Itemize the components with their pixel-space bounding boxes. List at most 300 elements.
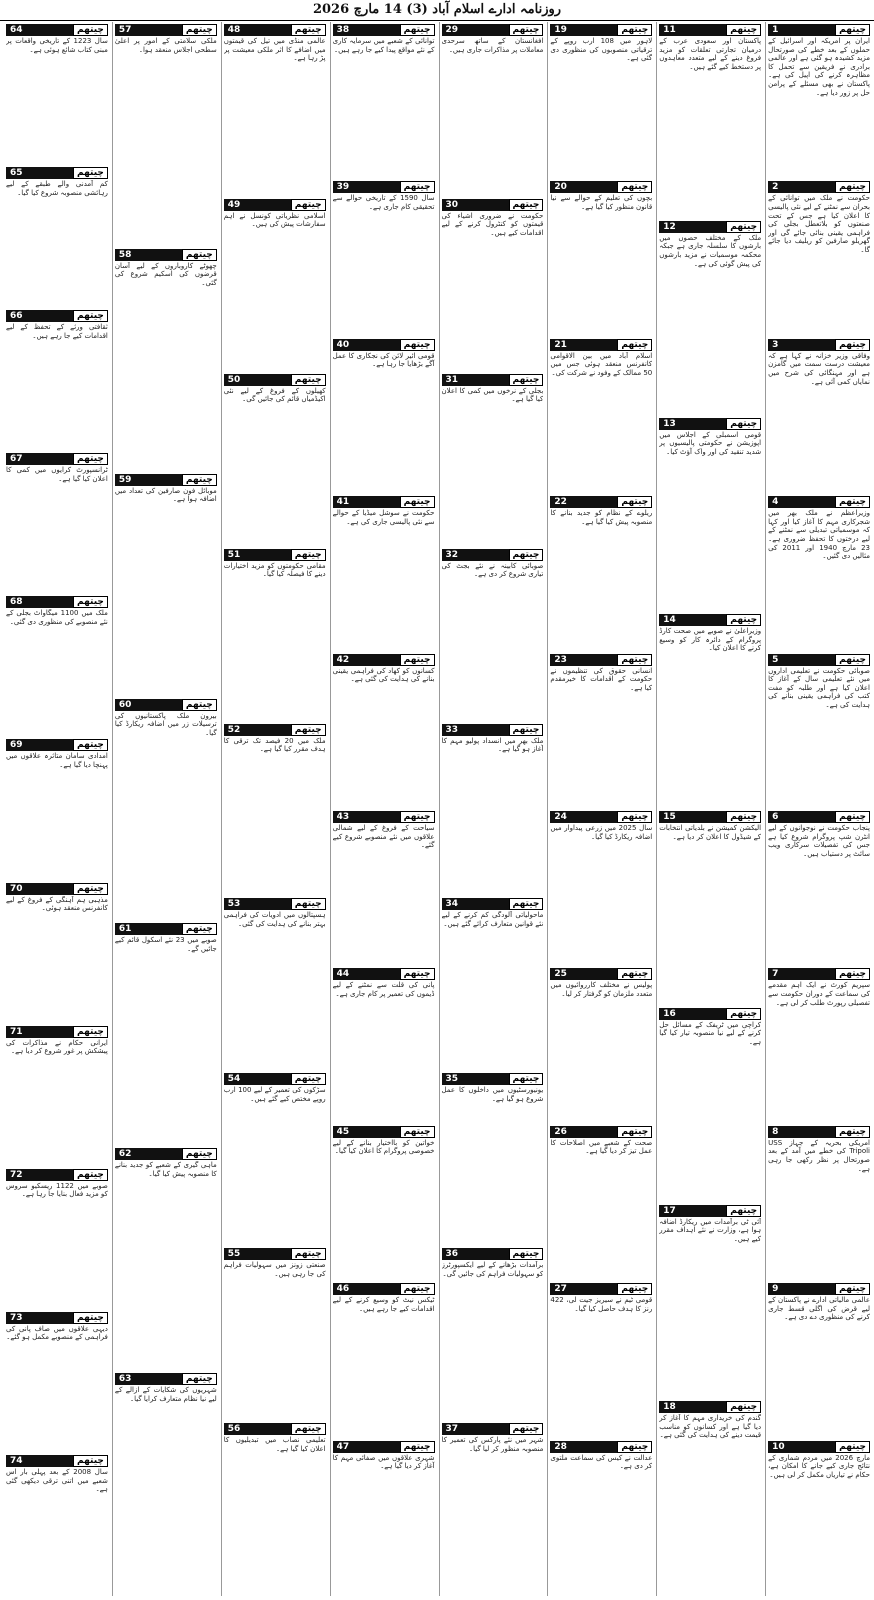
item-text: اسلام آباد میں بین الاقوامی کانفرنس منعقد ہوئی جس میں 50 ممالک کے وفود نے شرکت کی۔ xyxy=(550,351,653,377)
section-label: چیتھم xyxy=(617,339,652,351)
section-label: چیتھم xyxy=(182,923,217,935)
item-text: شہری علاقوں میں صفائی مہم کا آغاز کر دیا گیا ہے۔ xyxy=(332,1453,435,1471)
header-bar xyxy=(353,339,400,351)
item-header xyxy=(115,1373,217,1385)
item-number: 16 xyxy=(659,1008,680,1020)
item-header xyxy=(768,654,870,666)
news-item xyxy=(768,1439,870,1596)
item-text: صحت کے شعبے میں اصلاحات کا عمل تیز کر دیا گیا ہے۔ xyxy=(550,1138,653,1156)
item-header xyxy=(550,1441,652,1453)
item-text: توانائی کے شعبے میں سرمایہ کاری کے نئے مواقع پیدا کیے جا رہے ہیں۔ xyxy=(332,37,435,54)
item-number: 14 xyxy=(659,614,680,626)
news-item xyxy=(442,22,544,197)
item-header xyxy=(768,496,870,508)
item-number: 17 xyxy=(659,1205,680,1217)
item-text: حکومت نے ضروری اشیاء کی قیمتوں کو کنٹرول کرنے کے لیے اقدامات کیے ہیں۔ xyxy=(441,211,544,238)
item-text: بچوں کی تعلیم کے حوالے سے نیا قانون منظور کیا گیا ہے۔ xyxy=(550,194,653,211)
section-label: چیتھم xyxy=(291,24,326,36)
section-label: چیتھم xyxy=(400,654,435,666)
item-number: 66 xyxy=(6,310,27,322)
header-bar xyxy=(353,181,400,193)
section-label: چیتھم xyxy=(835,24,870,36)
news-item xyxy=(333,22,435,179)
section-label: چیتھم xyxy=(509,1423,544,1435)
section-label: چیتھم xyxy=(291,374,326,386)
section-label: چیتھم xyxy=(400,811,435,823)
item-header xyxy=(768,1441,870,1453)
header-bar xyxy=(571,1126,618,1138)
item-number: 22 xyxy=(550,496,571,508)
news-item xyxy=(333,652,435,809)
item-header xyxy=(333,339,435,351)
header-bar xyxy=(353,496,400,508)
section-label: چیتھم xyxy=(835,1126,870,1138)
item-number: 61 xyxy=(115,923,136,935)
news-item xyxy=(6,1167,108,1310)
item-text: عالمی مالیاتی ادارے نے پاکستان کے لیے قرض کی اگلی قسط جاری کرنے کی منظوری دے دی ہے۔ xyxy=(768,1296,870,1322)
item-number: 58 xyxy=(115,249,136,261)
section-label: چیتھم xyxy=(835,181,870,193)
news-item xyxy=(442,1071,544,1246)
header-bar xyxy=(571,811,618,823)
item-header xyxy=(550,968,652,980)
item-text: آئی ٹی برآمدات میں ریکارڈ اضافہ ہوا ہے، وزارت نے نئے اہداف مقرر کیے ہیں۔ xyxy=(659,1217,762,1243)
header-bar xyxy=(135,24,182,36)
item-number: 8 xyxy=(768,1126,782,1138)
item-header xyxy=(442,549,544,561)
news-item xyxy=(6,594,108,737)
item-text: مقامی حکومتوں کو مزید اختیارات دینے کا فیصلہ کیا گیا۔ xyxy=(223,561,326,579)
item-text: افغانستان کے ساتھ سرحدی معاملات پر مذاکرات جاری ہیں۔ xyxy=(441,37,544,54)
item-text: عالمی منڈی میں تیل کی قیمتوں میں اضافے کا اثر ملکی معیشت پر پڑ رہا ہے۔ xyxy=(223,37,326,63)
item-header xyxy=(442,724,544,736)
section-label: چیتھم xyxy=(726,811,761,823)
item-text: صوبے میں 23 نئے اسکول قائم کیے جائیں گے۔ xyxy=(114,936,217,954)
section-label: چیتھم xyxy=(73,596,108,608)
news-item xyxy=(224,896,326,1071)
item-number: 44 xyxy=(333,968,354,980)
item-header xyxy=(333,1283,435,1295)
news-item xyxy=(550,1124,652,1281)
section-label: چیتھم xyxy=(835,654,870,666)
columns-container xyxy=(4,22,870,1596)
header-bar xyxy=(27,310,74,322)
header-bar xyxy=(244,549,291,561)
section-label: چیتھم xyxy=(73,453,108,465)
section-label: چیتھم xyxy=(509,374,544,386)
section-label: چیتھم xyxy=(73,1312,108,1324)
section-label: چیتھم xyxy=(182,1373,217,1385)
item-header xyxy=(333,1441,435,1453)
header-bar xyxy=(680,1008,727,1020)
item-header xyxy=(224,549,326,561)
item-text: سڑکوں کی تعمیر کے لیے 100 ارب روپے مختص کیے گئے ہیں۔ xyxy=(223,1086,326,1103)
item-header xyxy=(6,1455,108,1467)
header-bar xyxy=(244,1423,291,1435)
section-label: چیتھم xyxy=(73,310,108,322)
item-header xyxy=(6,453,108,465)
header-bar xyxy=(27,1169,74,1181)
item-number: 4 xyxy=(768,496,782,508)
section-label: چیتھم xyxy=(509,1248,544,1260)
item-text: الیکشن کمیشن نے بلدیاتی انتخابات کے شیڈول کا اعلان کر دیا ہے۔ xyxy=(659,824,762,841)
header-bar xyxy=(353,811,400,823)
header-bar xyxy=(244,199,291,211)
item-text: سیاحت کے فروغ کے لیے شمالی علاقوں میں نئے منصوبے شروع کیے گئے۔ xyxy=(332,824,435,850)
item-text: یونیورسٹیوں میں داخلوں کا عمل شروع ہو گیا ہے۔ xyxy=(441,1086,544,1103)
item-header xyxy=(659,614,761,626)
header-bar xyxy=(462,1073,509,1085)
section-label: چیتھم xyxy=(726,418,761,430)
section-label: چیتھم xyxy=(617,496,652,508)
item-header xyxy=(442,898,544,910)
section-label: چیتھم xyxy=(400,339,435,351)
item-number: 64 xyxy=(6,24,27,36)
section-label: چیتھم xyxy=(617,181,652,193)
item-text: ملک بھر میں انسداد پولیو مہم کا آغاز ہو گیا ہے۔ xyxy=(441,736,544,754)
news-item xyxy=(442,722,544,897)
item-header xyxy=(768,1283,870,1295)
item-number: 7 xyxy=(768,968,782,980)
item-number: 34 xyxy=(442,898,463,910)
item-header xyxy=(6,167,108,179)
item-text: کسانوں کو کھاد کی فراہمی یقینی بنانے کی ہدایت کی گئی ہے۔ xyxy=(332,666,435,684)
item-header xyxy=(333,496,435,508)
item-header xyxy=(768,1126,870,1138)
item-text: ماہی گیری کے شعبے کو جدید بنانے کا منصوبہ پیش کیا گیا۔ xyxy=(114,1161,217,1178)
header-bar xyxy=(680,24,727,36)
header-bar xyxy=(27,739,74,751)
news-item xyxy=(115,22,217,247)
header-bar xyxy=(27,24,74,36)
item-text: امدادی سامان متاثرہ علاقوں میں پہنچا دیا گیا ہے۔ xyxy=(6,752,108,770)
section-label: چیتھم xyxy=(726,221,761,233)
news-item xyxy=(550,1439,652,1596)
news-column xyxy=(221,22,326,1596)
item-number: 42 xyxy=(333,654,354,666)
section-label: چیتھم xyxy=(617,811,652,823)
item-number: 19 xyxy=(550,24,571,36)
section-label: چیتھم xyxy=(73,167,108,179)
item-number: 49 xyxy=(224,199,245,211)
header-bar xyxy=(782,24,835,36)
header-bar xyxy=(244,1248,291,1260)
section-label: چیتھم xyxy=(835,339,870,351)
item-text: پولیس نے مختلف کارروائیوں میں متعدد ملزمان کو گرفتار کر لیا۔ xyxy=(550,981,653,999)
item-header xyxy=(115,699,217,711)
item-number: 68 xyxy=(6,596,27,608)
section-label: چیتھم xyxy=(726,1205,761,1217)
section-label: چیتھم xyxy=(182,24,217,36)
news-item xyxy=(6,308,108,451)
news-item xyxy=(768,1281,870,1438)
item-header xyxy=(768,181,870,193)
item-header xyxy=(6,24,108,36)
item-header xyxy=(224,898,326,910)
news-item xyxy=(115,247,217,472)
news-column xyxy=(439,22,544,1596)
section-label: چیتھم xyxy=(400,1441,435,1453)
item-text: خواتین کو بااختیار بنانے کے لیے خصوصی پروگرام کا اعلان کیا گیا۔ xyxy=(332,1138,435,1156)
item-header xyxy=(224,1073,326,1085)
item-text: پنجاب حکومت نے نوجوانوں کے لیے انٹرن شپ پروگرام شروع کیا ہے جس کی تفصیلات سرکاری ویب سائٹ پر دستیاب ہیں۔ xyxy=(768,824,870,858)
section-label: چیتھم xyxy=(617,1441,652,1453)
news-column xyxy=(765,22,870,1596)
news-item xyxy=(768,809,870,966)
item-text: تعلیمی نصاب میں تبدیلیوں کا اعلان کیا گیا ہے۔ xyxy=(223,1436,326,1453)
news-item xyxy=(768,179,870,336)
item-number: 50 xyxy=(224,374,245,386)
section-label: چیتھم xyxy=(73,883,108,895)
item-header xyxy=(6,1169,108,1181)
item-text: صنعتی زونز میں سہولیات فراہم کی جا رہی ہیں۔ xyxy=(223,1261,326,1278)
news-item xyxy=(768,22,870,179)
section-label: چیتھم xyxy=(400,496,435,508)
item-header xyxy=(224,374,326,386)
header-bar xyxy=(462,724,509,736)
header-bar xyxy=(27,1312,74,1324)
item-header xyxy=(442,1423,544,1435)
item-number: 73 xyxy=(6,1312,27,1324)
section-label: چیتھم xyxy=(509,724,544,736)
section-label: چیتھم xyxy=(400,181,435,193)
item-text: عدالت نے کیس کی سماعت ملتوی کر دی ہے۔ xyxy=(550,1453,653,1471)
item-header xyxy=(6,1312,108,1324)
news-item xyxy=(6,451,108,594)
item-header xyxy=(442,1248,544,1260)
section-label: چیتھم xyxy=(509,1073,544,1085)
section-label: چیتھم xyxy=(509,24,544,36)
item-text: سال 2025 میں زرعی پیداوار میں اضافہ ریکارڈ کیا گیا۔ xyxy=(550,824,653,841)
item-number: 51 xyxy=(224,549,245,561)
header-bar xyxy=(244,1073,291,1085)
section-label: چیتھم xyxy=(726,1401,761,1413)
header-bar xyxy=(462,1248,509,1260)
item-header xyxy=(768,24,870,36)
header-bar xyxy=(244,898,291,910)
item-header xyxy=(333,1126,435,1138)
header-bar xyxy=(571,654,618,666)
item-number: 31 xyxy=(442,374,463,386)
item-number: 21 xyxy=(550,339,571,351)
item-number: 9 xyxy=(768,1283,782,1295)
section-label: چیتھم xyxy=(400,968,435,980)
item-number: 52 xyxy=(224,724,245,736)
item-text: موبائل فون صارفین کی تعداد میں اضافہ ہوا ہے۔ xyxy=(114,486,217,504)
news-item xyxy=(224,372,326,547)
item-number: 45 xyxy=(333,1126,354,1138)
item-header xyxy=(115,923,217,935)
section-label: چیتھم xyxy=(291,1073,326,1085)
header-bar xyxy=(680,1401,727,1413)
item-number: 70 xyxy=(6,883,27,895)
item-text: سپریم کورٹ نے ایک اہم مقدمے کی سماعت کے دوران حکومت سے تفصیلی رپورٹ طلب کر لی ہے۔ xyxy=(768,981,870,1007)
item-text: قومی ٹیم نے سیریز جیت لی، 422 رنز کا ہدف حاصل کیا گیا۔ xyxy=(550,1296,653,1313)
item-text: صوبائی حکومت نے تعلیمی اداروں میں نئے تعلیمی سال کے آغاز کا اعلان کیا ہے اور طلبہ کو مفت کتب کی فراہمی یقینی بنانے کی ہدایت کی ہے۔ xyxy=(768,666,870,709)
header-bar xyxy=(782,496,835,508)
news-item xyxy=(550,179,652,336)
item-header xyxy=(442,374,544,386)
item-number: 27 xyxy=(550,1283,571,1295)
news-item xyxy=(333,809,435,966)
header-bar xyxy=(353,968,400,980)
news-item xyxy=(333,494,435,651)
item-text: ملک میں 1100 میگاواٹ بجلی کے نئے منصوبے کی منظوری دی گئی۔ xyxy=(6,609,108,626)
section-label: چیتھم xyxy=(617,1126,652,1138)
news-item xyxy=(6,165,108,308)
news-item xyxy=(224,1246,326,1421)
item-text: ٹیکس نیٹ کو وسیع کرنے کے لیے اقدامات کیے جا رہے ہیں۔ xyxy=(332,1296,435,1313)
item-text: قومی اسمبلی کے اجلاس میں اپوزیشن نے حکومتی پالیسیوں پر شدید تنقید کی اور واک آؤٹ کیا۔ xyxy=(659,430,762,456)
item-header xyxy=(6,596,108,608)
item-header xyxy=(224,1423,326,1435)
item-text: سال 2008 کے بعد پہلی بار اس شعبے میں اتنی ترقی دیکھی گئی ہے۔ xyxy=(6,1467,108,1494)
header-bar xyxy=(782,339,835,351)
news-item xyxy=(6,1310,108,1453)
news-item xyxy=(333,179,435,336)
item-header xyxy=(550,181,652,193)
item-text: ملک میں 20 فیصد تک ترقی کا ہدف مقرر کیا گیا ہے۔ xyxy=(223,736,326,754)
section-label: چیتھم xyxy=(73,1169,108,1181)
item-header xyxy=(115,24,217,36)
item-text: حکومت نے ملک میں توانائی کے بحران سے نمٹنے کے لیے نئی پالیسی کا اعلان کیا ہے جس کے تحت صنعتوں کو بلاتعطل بجلی کی فراہمی یقینی بنائی جائے گی اور گھریلو صارفین کو ریلیف دیا جائے گا۔ xyxy=(768,194,870,254)
news-item xyxy=(333,1281,435,1438)
news-item xyxy=(442,1421,544,1596)
item-text: صوبائی کابینہ نے نئے بجٹ کی تیاری شروع کر دی ہے۔ xyxy=(441,561,544,579)
header-bar xyxy=(353,1126,400,1138)
item-number: 11 xyxy=(659,24,680,36)
item-header xyxy=(550,1283,652,1295)
item-number: 23 xyxy=(550,654,571,666)
item-text: مذہبی ہم آہنگی کے فروغ کے لیے کانفرنس منعقد ہوئی۔ xyxy=(6,895,108,913)
header-bar xyxy=(135,1373,182,1385)
item-number: 57 xyxy=(115,24,136,36)
item-number: 29 xyxy=(442,24,463,36)
news-column xyxy=(4,22,108,1596)
news-item xyxy=(550,966,652,1123)
item-text: وزیراعظم نے ملک بھر میں شجرکاری مہم کا آغاز کیا اور کہا کہ موسمیاتی تبدیلی سے نمٹنے کے لیے درختوں کا تحفظ ضروری ہے۔ 23 مارچ 1940 اور 2011 کی مثالیں دی گئیں۔ xyxy=(768,509,870,561)
item-header xyxy=(550,24,652,36)
news-item xyxy=(659,416,761,613)
item-text: انسانی حقوق کی تنظیموں نے حکومت کے اقدامات کا خیرمقدم کیا ہے۔ xyxy=(550,666,653,692)
section-label: چیتھم xyxy=(400,1126,435,1138)
item-number: 56 xyxy=(224,1423,245,1435)
item-number: 24 xyxy=(550,811,571,823)
header-bar xyxy=(680,1205,727,1217)
news-item xyxy=(6,881,108,1024)
item-header xyxy=(659,811,761,823)
news-item xyxy=(768,494,870,651)
item-number: 40 xyxy=(333,339,354,351)
news-item xyxy=(659,22,761,219)
item-number: 65 xyxy=(6,167,27,179)
news-item xyxy=(768,1124,870,1281)
section-label: چیتھم xyxy=(726,614,761,626)
item-header xyxy=(333,181,435,193)
item-text: ملک کے مختلف حصوں میں بارشوں کا سلسلہ جاری ہے جبکہ محکمہ موسمیات نے مزید بارشوں کی پیش گوئی کی ہے۔ xyxy=(659,233,762,268)
masthead: روزنامہ ادارے اسلام آباد (3) 14 مارچ 2026 xyxy=(0,0,874,21)
item-number: 36 xyxy=(442,1248,463,1260)
item-text: وزیراعلیٰ نے صوبے میں صحت کارڈ پروگرام کے دائرہ کار کو وسیع کرنے کا اعلان کیا۔ xyxy=(659,627,762,653)
item-number: 72 xyxy=(6,1169,27,1181)
news-item xyxy=(224,22,326,197)
item-text: شہر میں نئے پارکس کی تعمیر کا منصوبہ منظور کر لیا گیا۔ xyxy=(441,1436,544,1453)
news-item xyxy=(768,966,870,1123)
item-text: ایران پر امریکہ اور اسرائیل کے حملوں کے بعد خطے کی صورتحال مزید کشیدہ ہو گئی ہے اور عالمی برادری نے فریقین سے تحمل کا مظاہرہ کرنے کی اپیل کی ہے۔ پاکستان نے بھی مسئلے کے پرامن حل پر زور دیا ہے۔ xyxy=(768,37,870,97)
item-text: ٹرانسپورٹ کرایوں میں کمی کا اعلان کیا گیا ہے۔ xyxy=(6,466,108,483)
news-column xyxy=(112,22,217,1596)
item-header xyxy=(659,1008,761,1020)
header-bar xyxy=(680,614,727,626)
section-label: چیتھم xyxy=(617,968,652,980)
header-bar xyxy=(571,1283,618,1295)
item-text: کراچی میں ٹریفک کے مسائل حل کرنے کے لیے نیا منصوبہ تیار کیا گیا ہے۔ xyxy=(659,1020,762,1046)
section-label: چیتھم xyxy=(835,496,870,508)
header-bar xyxy=(27,453,74,465)
section-label: چیتھم xyxy=(291,1423,326,1435)
header-bar xyxy=(244,24,291,36)
news-item xyxy=(442,372,544,547)
item-number: 38 xyxy=(333,24,354,36)
section-label: چیتھم xyxy=(509,898,544,910)
header-bar xyxy=(27,596,74,608)
header-bar xyxy=(782,811,835,823)
item-header xyxy=(6,739,108,751)
item-header xyxy=(550,496,652,508)
item-header xyxy=(550,654,652,666)
item-header xyxy=(6,1026,108,1038)
section-label: چیتھم xyxy=(182,474,217,486)
section-label: چیتھم xyxy=(182,1148,217,1160)
item-text: لاہور میں 108 ارب روپے کے ترقیاتی منصوبوں کی منظوری دی گئی ہے۔ xyxy=(550,37,653,63)
news-item xyxy=(224,197,326,372)
news-item xyxy=(333,337,435,494)
item-header xyxy=(442,1073,544,1085)
section-label: چیتھم xyxy=(291,1248,326,1260)
header-bar xyxy=(462,24,509,36)
item-number: 13 xyxy=(659,418,680,430)
item-number: 3 xyxy=(768,339,782,351)
section-label: چیتھم xyxy=(291,549,326,561)
item-text: کم آمدنی والے طبقے کے لیے رہائشی منصوبہ شروع کیا گیا۔ xyxy=(6,180,108,197)
item-text: بجلی کے نرخوں میں کمی کا اعلان کیا گیا ہے۔ xyxy=(441,386,544,404)
item-header xyxy=(224,24,326,36)
header-bar xyxy=(782,654,835,666)
news-item xyxy=(6,1453,108,1596)
item-number: 2 xyxy=(768,181,782,193)
news-item xyxy=(224,722,326,897)
item-number: 41 xyxy=(333,496,354,508)
item-number: 37 xyxy=(442,1423,463,1435)
news-item xyxy=(768,337,870,494)
item-text: چھوٹے کاروباروں کے لیے آسان قرضوں کی اسکیم شروع کی گئی۔ xyxy=(114,261,217,288)
header-bar xyxy=(27,1026,74,1038)
item-number: 59 xyxy=(115,474,136,486)
header-bar xyxy=(353,1441,400,1453)
header-bar xyxy=(571,1441,618,1453)
item-text: ہسپتالوں میں ادویات کی فراہمی بہتر بنانے کی ہدایت کی گئی۔ xyxy=(223,911,326,929)
item-header xyxy=(550,1126,652,1138)
header-bar xyxy=(782,1126,835,1138)
item-number: 18 xyxy=(659,1401,680,1413)
item-header xyxy=(333,968,435,980)
item-number: 6 xyxy=(768,811,782,823)
header-bar xyxy=(462,374,509,386)
section-label: چیتھم xyxy=(617,1283,652,1295)
news-item xyxy=(659,1399,761,1596)
header-bar xyxy=(135,699,182,711)
news-item xyxy=(659,1006,761,1203)
